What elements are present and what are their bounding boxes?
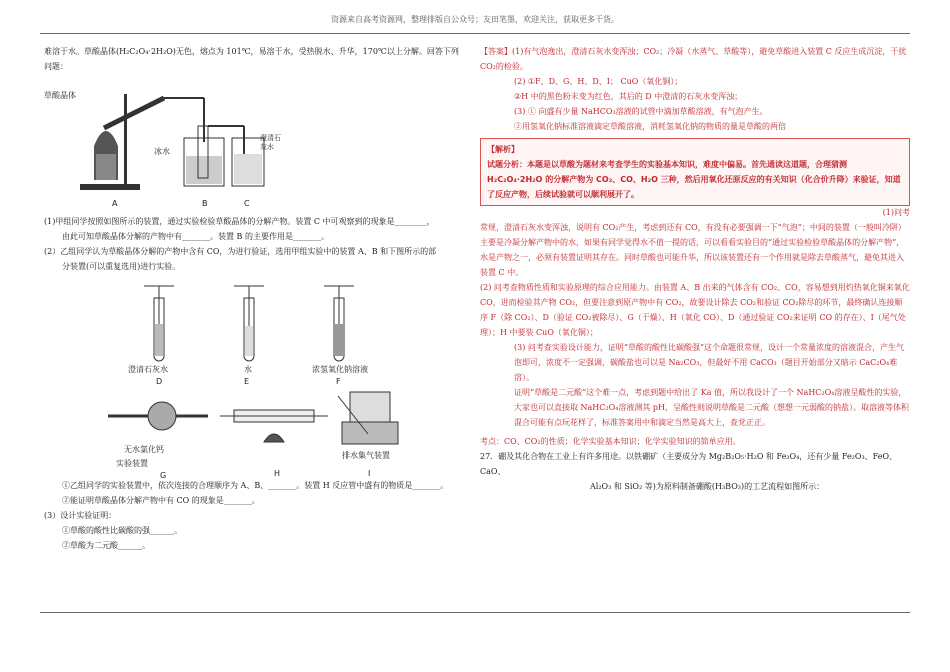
analysis-text: 试题分析：本题是以草酸为题材来考查学生的实验基本知识，难度中偏易。首先通读这道题，合理猜测 H₂C₂O₄·2H₂O 的分解产物为 CO₂、CO、H₂O 三种，然后用氧化还原反应的有关知识（化合价升降）来验证，知道了反应产物，后续试验就可以顺利展开了。 (487, 160, 901, 199)
label-d: D (156, 377, 163, 386)
explanation-4: 证明“草酸是二元酸”这个难一点，考虑到题中给出了 Ka 值，所以我设计了一个 NaHC₂O₄溶液呈酸性的实验，大家也可以直接取 NaHC₂O₄溶液测其 pH，呈酸性则说明草酸是二元酸（想想一元弱酸的钠盐）。取溶液等体积混合可能有点玩花样了，标准答案用中和滴定当然是高大上，查党正正。 (514, 388, 910, 427)
question-3-part2: ②草酸为二元酸______。 (62, 541, 150, 550)
answer-3a: (3) ① 向盛有少量 NaHCO₃溶液的试管中滴加草酸溶液，有气泡产生。 (514, 107, 768, 116)
label-e-water: 水 (244, 365, 252, 374)
explanation-1: 常规，澄清石灰水变浑浊，说明有 CO₂产生，考虑到还有 CO，有没有必要强调一下“气泡”；中间的装置（一般叫冷阱）主要是冷凝分解产物中的水，如果有同学觉得水不值一提的话，可以看看实验目的“通过实验检验草酸晶体的分解产物”，水是产物之一，必须有装置证明其存在。同时草酸也可能升华，所以该装置还有一个作用就是除去草酸蒸气，避免其进入装置 C 中。 (480, 223, 906, 277)
label-a: A (112, 199, 118, 208)
apparatus-figure-abc (44, 76, 459, 214)
label-oxalic-crystal: 草酸晶体 (44, 91, 76, 100)
label-limewater: 澄清石灰水 (260, 134, 281, 151)
page-header-notice: 资源来自高考资源网，整理排版自公众号；友田笔墨，欢迎关注，获取更多干货。 (331, 15, 619, 24)
question-2-part1: ①乙组同学的实验装置中，依次连接的合理顺序为 A、B、_______。装置 H 反应管中盛有的物质是_______。 (62, 481, 449, 490)
question-27-line2: Al₂O₃ 和 SiO₂ 等)为原料制备硼酸(H₃BO₃)的工艺流程如图所示： (590, 482, 825, 491)
answer-2b: ②H 中的黑色粉末变为红色，其后的 D 中澄清的石灰水变浑浊； (514, 92, 743, 101)
label-g-sub: 实验装置 (116, 459, 148, 468)
label-g: G (160, 471, 167, 480)
analysis-tail: (1)问考 (882, 208, 910, 217)
question-2-line1: (2）乙组同学认为草酸晶体分解的产物中含有 CO，为进行验证，选用甲组实验中的装置 A、B 和下图所示的部 (44, 247, 437, 256)
footer-rule (40, 612, 910, 613)
question-1-line2: 由此可知草酸晶体分解的产物中有_______。装置 B 的主要作用是_______。 (62, 232, 329, 241)
label-c: C (244, 199, 250, 208)
analysis-tag: 【解析】 (487, 145, 519, 154)
label-f: F (336, 377, 341, 386)
question-2-part2: ②能证明草酸晶体分解产物中有 CO 的现象是_______。 (62, 496, 260, 505)
explanation-3: (3) 问考查实验设计能力，证明“草酸的酸性比碳酸强”这个命题很常规，设计一个常量浓度的溶液混合，产生气泡即可，浓度不一定强调，碳酸盐也可以是 Na₂CO₃，但最好不用 CaCO₃（题目开始部分又暗示 CaC₂O₄难溶）。 (514, 343, 905, 382)
label-g-cacl2: 无水氯化钙 (124, 445, 164, 454)
analysis-box (480, 138, 910, 206)
question-3: (3）设计实验证明： (44, 511, 117, 520)
right-column (480, 44, 910, 494)
label-ice-water: 冰水 (154, 147, 170, 156)
label-d-limewater: 澄清石灰水 (128, 365, 168, 374)
answer-3b: ②用氢氧化钠标准溶液滴定草酸溶液，消耗氢氧化钠的物质的量是草酸的两倍 (514, 122, 786, 131)
label-i-collect: 排水集气装置 (342, 451, 390, 460)
label-b: B (202, 199, 208, 208)
left-column (44, 44, 459, 553)
label-i: I (368, 469, 371, 478)
question-3-part1: ①草酸的酸性比碳酸的强______。 (62, 526, 182, 535)
label-f-naoh: 浓氢氧化钠溶液 (312, 365, 368, 374)
answer-2a: (2) ①F、D、G、H、D、I； CuO（氧化铜）； (514, 77, 683, 86)
question-2-line2: 分装置(可以重复选用)进行实验。 (62, 262, 181, 271)
question-1-line1: (1)甲组同学按照如图所示的装置，通过实验检验草酸晶体的分解产物。装置 C 中可观察到的现象是________， (44, 217, 435, 226)
knowledge-points: 考点：CO、CO₂的性质；化学实验基本知识；化学实验知识的简单应用。 (480, 437, 741, 446)
apparatus-figure-def (124, 274, 459, 386)
label-h: H (274, 469, 281, 478)
question-27-line1: 27．硼及其化合物在工业上有许多用途。以铁硼矿（主要成分为 Mg₂B₂O₅·H₂O 和 Fe₃O₄，还有少量 Fe₂O₃、FeO、CaO、 (480, 452, 898, 476)
explanation-2: (2) 问考查物质性质和实验原理的综合应用能力。由装置 A、B 出来的气体含有 CO₂、CO，容易想到用灼热氧化铜来氧化 CO，进而检验其产物 CO₂，但要注意到原产物中有 CO₂，故要设计除去 CO₂和验证 CO₂除尽的环节，最终确认连接顺序 F（除 CO₂）、D（验证 CO₂被除尽）、G（干燥）、H（氧化 CO）、D（通过验证 CO₂来证明 CO 的存在）、I（尾气处理）；H 中要装 CuO（氧化铜）； (480, 283, 910, 337)
answer-1: 【答案】(1)有气泡逸出，澄清石灰水变浑浊；CO₂；冷凝（水蒸气、草酸等），避免草酸进入装置 C 反应生成沉淀，干扰 CO₂的检验。 (480, 47, 907, 71)
label-e: E (244, 377, 250, 386)
header-rule (40, 33, 910, 34)
intro-text: 难溶于水。草酸晶体(H₂C₂O₄·2H₂O)无色，熔点为 101℃，易溶于水，受热脱水、升华，170℃以上分解。回答下列问题： (44, 47, 459, 71)
apparatus-figure-ghi (98, 386, 459, 478)
